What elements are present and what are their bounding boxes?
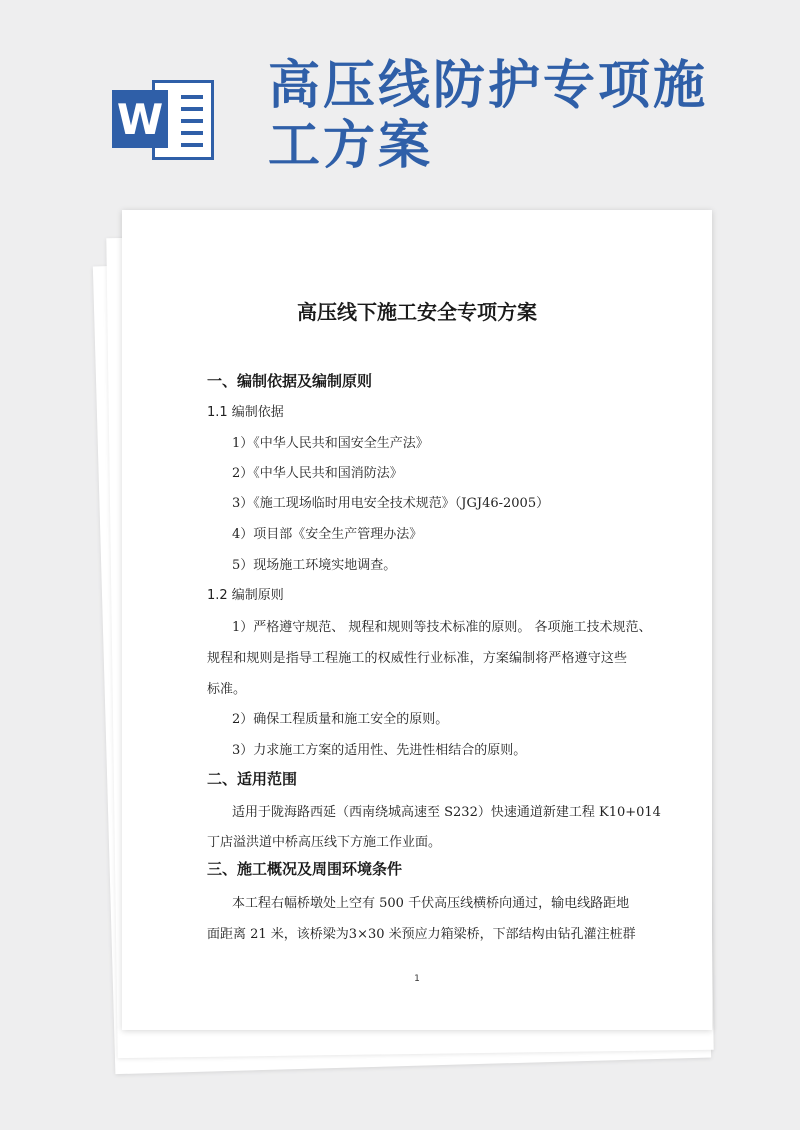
word-document-icon (112, 74, 218, 166)
document-title: 高压线下施工安全专项方案 (297, 300, 537, 324)
body-text-line: 规程和规则是指导工程施工的权威性行业标准，方案编制将严格遵守这些 (207, 651, 627, 666)
section-heading: 二、适用范围 (207, 770, 298, 788)
body-text-line: 面距离 21 米，该桥梁为3×30 米预应力箱梁桥，下部结构由钻孔灌注桩群 (207, 927, 636, 942)
principle-item: 2）确保工程质量和施工安全的原则。 (232, 712, 449, 727)
basis-item: 3）《施工现场临时用电安全技术规范》（JGJ46-2005） (232, 496, 550, 511)
body-text-line: 本工程右幅桥墩处上空有 500 千伏高压线横桥向通过，输电线路距地 (232, 896, 630, 911)
basis-item: 5）现场施工环境实地调查。 (232, 558, 397, 573)
page-number: 1 (414, 974, 420, 984)
body-text-line: 1）严格遵守规范、 规程和规则等技术标准的原则。 各项施工技术规范、 (232, 620, 652, 635)
principle-item: 3）力求施工方案的适用性、先进性相结合的原则。 (232, 743, 527, 758)
document-page (122, 210, 712, 1030)
section-heading: 三、施工概况及周围环境条件 (207, 860, 403, 878)
body-text-line: 标准。 (207, 682, 247, 697)
body-text-line: 适用于陇海路西延（西南绕城高速至 S232）快速通道新建工程 K10+014 (232, 805, 661, 820)
body-text-line: 丁店溢洪道中桥高压线下方施工作业面。 (207, 835, 442, 850)
subsection-heading: 1.2 编制原则 (207, 588, 284, 603)
subsection-heading: 1.1 编制依据 (207, 405, 284, 420)
basis-item: 2）《中华人民共和国消防法》 (232, 466, 403, 481)
basis-item: 4）项目部《安全生产管理办法》 (232, 527, 423, 542)
banner-title: 高压线防护专项施工方案 (268, 56, 709, 176)
section-heading: 一、编制依据及编制原则 (207, 372, 373, 390)
word-letter-badge: W (112, 90, 168, 148)
basis-item: 1）《中华人民共和国安全生产法》 (232, 436, 429, 451)
